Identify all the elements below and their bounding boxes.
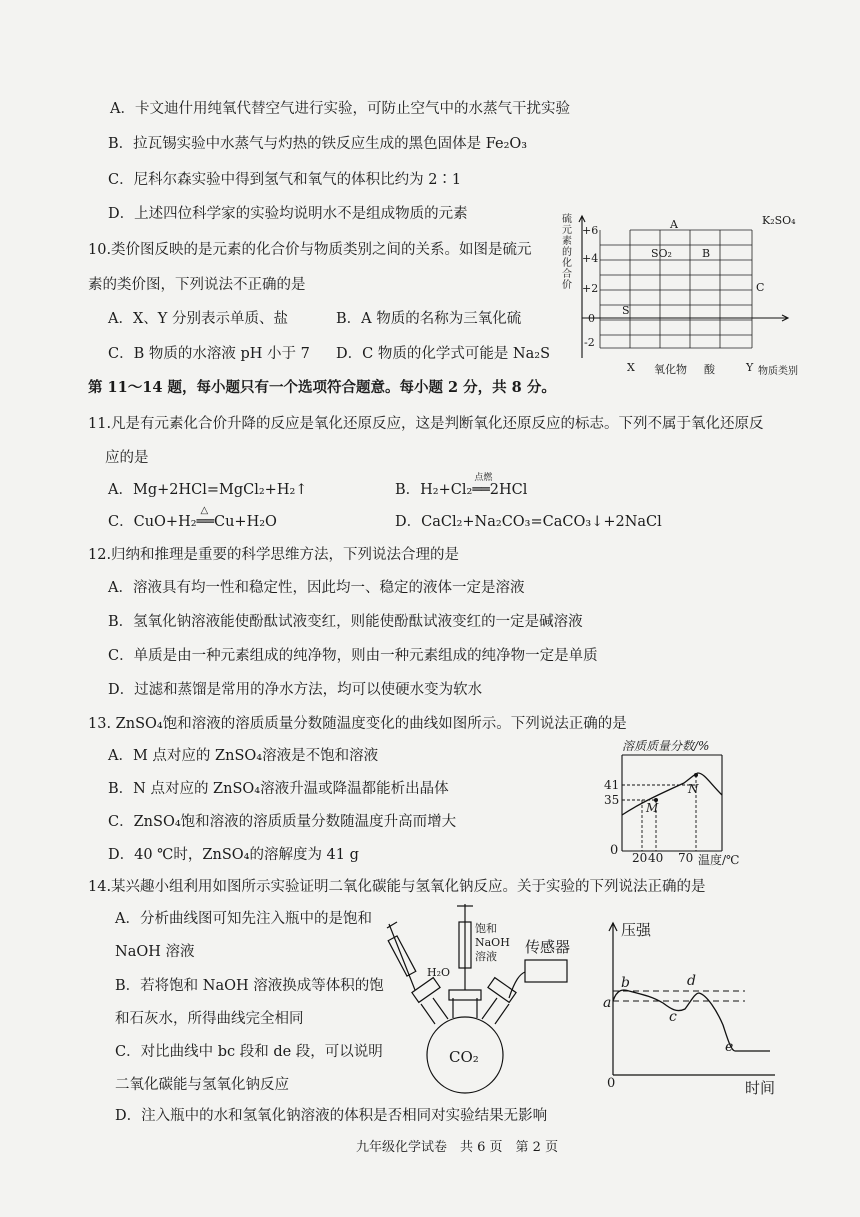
q14-option-d: D．注入瓶中的水和氢氧化钠溶液的体积是否相同对实验结果无影响: [115, 1108, 548, 1124]
time-axis-label: 时间: [745, 1079, 776, 1097]
pressure-axis-label: 压强: [621, 921, 652, 939]
x-tick-x: X: [627, 361, 635, 374]
naoh-label: 饱和 NaOH 溶液: [475, 922, 510, 963]
x-tick-40: 40: [648, 851, 664, 865]
q9-option-d: D．上述四位科学家的实验均说明水不是组成物质的元素: [108, 206, 468, 222]
chart-origin: 0: [610, 843, 619, 858]
point-c: C: [756, 281, 765, 294]
q11-stem-line1: 11.凡是有元素化合价升降的反应是氧化还原反应，这是判断氧化还原反应的标志。下列不属于氧化还原反: [88, 416, 764, 432]
q9-option-a: A．卡文迪什用纯氧代替空气进行实验，可防止空气中的水蒸气干扰实验: [110, 101, 570, 117]
sensor-label: 传感器: [525, 938, 571, 956]
y-tick-0: 0: [588, 312, 595, 325]
point-m: M: [646, 801, 659, 815]
q9-option-c: C．尼科尔森实验中得到氢气和氧气的体积比约为 2∶1: [108, 172, 462, 188]
x-tick-oxide: 氧化物: [654, 363, 687, 376]
point-n: N: [688, 782, 699, 796]
q11-option-d: D．CaCl₂+Na₂CO₃=CaCO₃↓+2NaCl: [395, 514, 662, 530]
q11-option-b: B．H₂+Cl₂ 点燃 ══2HCl: [395, 480, 527, 500]
q11-option-a: A．Mg+2HCl=MgCl₂+H₂↑: [108, 482, 308, 498]
pressure-time-chart: [595, 915, 790, 1095]
q12-option-b: B．氢氧化钠溶液能使酚酞试液变红，则能使酚酞试液变红的一定是碱溶液: [108, 614, 583, 630]
point-a: A: [670, 218, 678, 231]
x-tick-y: Y: [746, 361, 754, 374]
point-c: c: [669, 1009, 677, 1025]
y-tick-35: 35: [604, 793, 620, 807]
q14-stem: 14.某兴趣小组利用如图所示实验证明二氧化碳能与氢氧化钠反应。关于实验的下列说法正确的是: [88, 879, 706, 895]
co2-apparatus-figure: [385, 900, 590, 1100]
chart-x-label: 温度/℃: [698, 853, 740, 867]
q11-stem-line2: 应的是: [105, 450, 149, 466]
q10-option-d: D．C 物质的化学式可能是 Na₂S: [336, 346, 551, 362]
q10-stem-line2: 素的类价图，下列说法不正确的是: [88, 277, 306, 293]
q10-option-b: B．A 物质的名称为三氧化硫: [336, 311, 522, 327]
q10-stem-line1: 10.类价图反映的是元素的化合价与物质类别之间的关系。如图是硫元: [88, 242, 532, 258]
sulfur-valence-chart: [560, 208, 840, 383]
reaction-condition-ignite: 点燃: [474, 473, 493, 483]
point-k2so4: K₂SO₄: [762, 214, 796, 227]
q13-option-b: B．N 点对应的 ZnSO₄溶液升温或降温都能析出晶体: [108, 781, 449, 797]
point-s: S: [622, 304, 630, 317]
q14-option-b-line2: 和石灰水，所得曲线完全相同: [115, 1011, 304, 1027]
h2o-label: H₂O: [427, 966, 451, 979]
q13-stem: 13. ZnSO₄饱和溶液的溶质质量分数随温度变化的曲线如图所示。下列说法正确的是: [88, 716, 627, 732]
y-tick-41: 41: [604, 778, 620, 792]
q12-option-d: D．过滤和蒸馏是常用的净水方法，均可以使硬水变为软水: [108, 682, 483, 698]
point-b: B: [702, 247, 711, 260]
y-axis-label: 硫元素的化合价: [562, 214, 572, 291]
y-tick-plus2: +2: [582, 282, 599, 295]
q14-option-b-line1: B．若将饱和 NaOH 溶液换成等体积的饱: [115, 978, 384, 994]
q14-option-c-line2: 二氧化碳能与氢氧化钠反应: [115, 1077, 289, 1093]
reaction-condition-heat: △: [200, 505, 209, 516]
q11-option-c: C．CuO+H₂ △ ══Cu+H₂O: [108, 512, 277, 532]
y-tick-minus2: -2: [584, 336, 595, 349]
q14-option-a-line2: NaOH 溶液: [115, 944, 195, 960]
x-tick-70: 70: [678, 851, 694, 865]
y-tick-plus6: +6: [582, 224, 599, 237]
x-axis-label: 物质类别: [758, 366, 798, 377]
section-heading: 第 11～14 题，每小题只有一个选项符合题意。每小题 2 分，共 8 分。: [88, 379, 556, 396]
co2-label: CO₂: [449, 1048, 479, 1066]
chart-y-label: 溶质质量分数/%: [622, 739, 710, 753]
x-tick-acid: 酸: [704, 363, 715, 376]
q13-option-c: C．ZnSO₄饱和溶液的溶质质量分数随温度升高而增大: [108, 814, 457, 830]
q14-option-c-line1: C．对比曲线中 bc 段和 de 段，可以说明: [115, 1044, 383, 1060]
q12-option-a: A．溶液具有均一性和稳定性，因此均一、稳定的液体一定是溶液: [108, 580, 525, 596]
point-e: e: [725, 1039, 734, 1055]
y-tick-plus4: +4: [582, 252, 599, 265]
q12-option-c: C．单质是由一种元素组成的纯净物，则由一种元素组成的纯净物一定是单质: [108, 648, 598, 664]
q12-stem: 12.归纳和推理是重要的科学思维方法，下列说法合理的是: [88, 547, 460, 563]
q13-option-d: D．40 ℃时，ZnSO₄的溶解度为 41 g: [108, 847, 359, 863]
point-d: d: [687, 973, 696, 989]
q10-option-c: C．B 物质的水溶液 pH 小于 7: [108, 346, 310, 362]
q13-option-a: A．M 点对应的 ZnSO₄溶液是不饱和溶液: [108, 748, 379, 764]
x-tick-20: 20: [632, 851, 648, 865]
q9-option-b: B．拉瓦锡实验中水蒸气与灼热的铁反应生成的黑色固体是 Fe₂O₃: [108, 136, 528, 152]
znso4-mass-fraction-chart: [600, 735, 780, 867]
point-b: b: [621, 975, 630, 991]
chart-origin: 0: [607, 1076, 616, 1091]
q10-option-a: A．X、Y 分别表示单质、盐: [108, 311, 288, 327]
page-footer: 九年级化学试卷 共 6 页 第 2 页: [356, 1140, 559, 1155]
q14-option-a-line1: A．分析曲线图可知先注入瓶中的是饱和: [115, 911, 372, 927]
point-so2: SO₂: [651, 247, 672, 260]
point-a: a: [603, 995, 612, 1011]
